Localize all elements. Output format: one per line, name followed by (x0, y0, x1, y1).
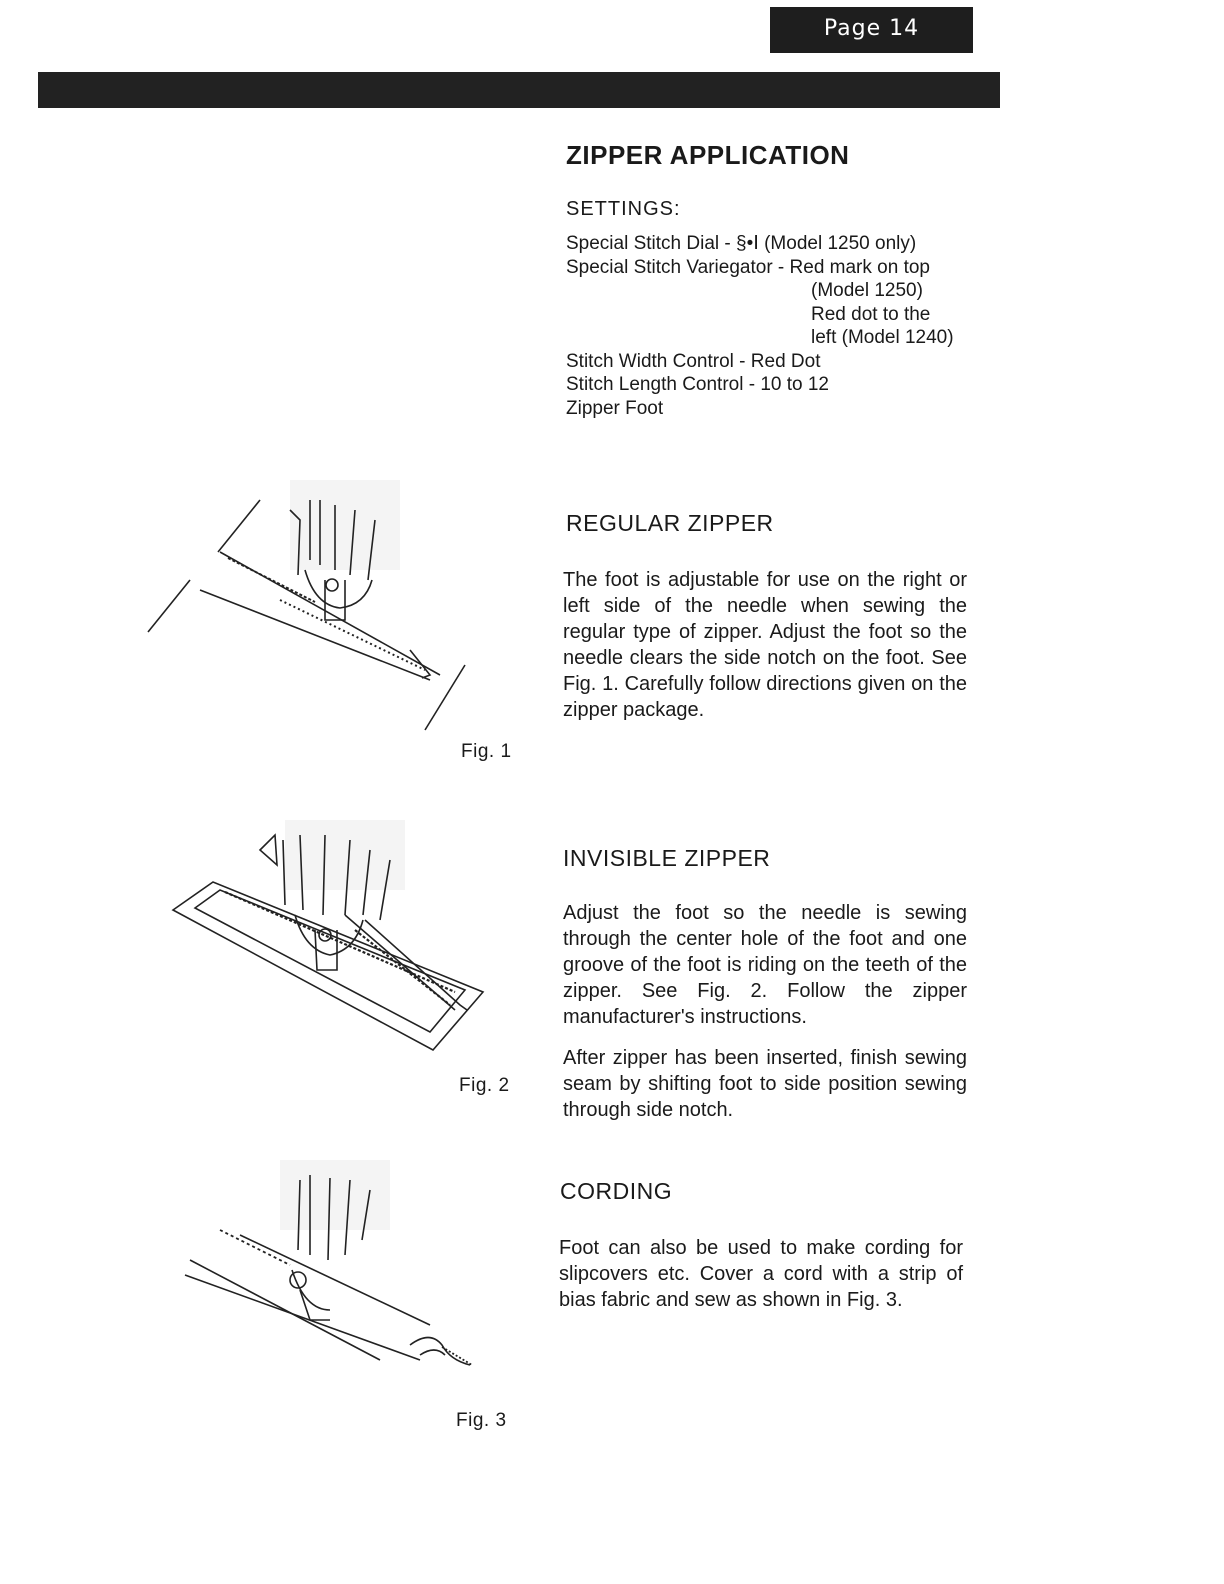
page-number-tab: Page 14 (770, 7, 973, 53)
cording-text: Foot can also be used to make cording for slipcovers etc. Cover a cord with a strip of bias fabric and sew as shown in Fig. 3. (559, 1237, 963, 1311)
figure-1-label: Fig. 1 (461, 741, 512, 762)
header-bar (38, 72, 1000, 108)
figure-3-cording-illustration (180, 1160, 480, 1370)
figure-2-label: Fig. 2 (459, 1075, 510, 1096)
setting-stitch-length: Stitch Length Control - 10 to 12 (566, 374, 829, 395)
setting-special-stitch-dial: Special Stitch Dial - §•ⵏ (Model 1250 only) (566, 233, 917, 254)
figure-3-label: Fig. 3 (456, 1410, 507, 1431)
cording-heading: CORDING (560, 1178, 673, 1204)
invisible-zipper-text-1: Adjust the foot so the needle is sewing through the center hole of the foot and one groove of the foot is riding on the teeth of the zipper. See Fig. 2. Follow the zipper manufacturer's instructions. (563, 902, 967, 1028)
settings-label: SETTINGS: (566, 198, 681, 220)
regular-zipper-heading: REGULAR ZIPPER (566, 510, 774, 536)
setting-stitch-width: Stitch Width Control - Red Dot (566, 350, 821, 372)
regular-zipper-text: The foot is adjustable for use on the right or left side of the needle when sewing the regular type of zipper. Adjust the foot so the needle clears the side notch on the foot. See Fig. 1. Carefully follow directions given on the zipper package. (563, 569, 967, 721)
setting-variegator-model-1240: left (Model 1240) (811, 327, 954, 348)
setting-variegator-red-dot: Red dot to the (811, 303, 931, 325)
page-title: ZIPPER APPLICATION (566, 140, 850, 170)
figure-2-invisible-zipper-illustration (165, 820, 495, 1060)
settings-list (566, 232, 986, 420)
invisible-zipper-text-2: After zipper has been inserted, finish sewing seam by shifting foot to side position sewing through side notch. (563, 1047, 967, 1121)
setting-special-stitch-variegator: Special Stitch Variegator - Red mark on top (566, 256, 930, 278)
setting-variegator-model-1250: (Model 1250) (811, 280, 923, 301)
invisible-zipper-heading: INVISIBLE ZIPPER (563, 845, 771, 871)
setting-zipper-foot: Zipper Foot (566, 397, 664, 419)
figure-1-regular-zipper-illustration (140, 480, 500, 750)
